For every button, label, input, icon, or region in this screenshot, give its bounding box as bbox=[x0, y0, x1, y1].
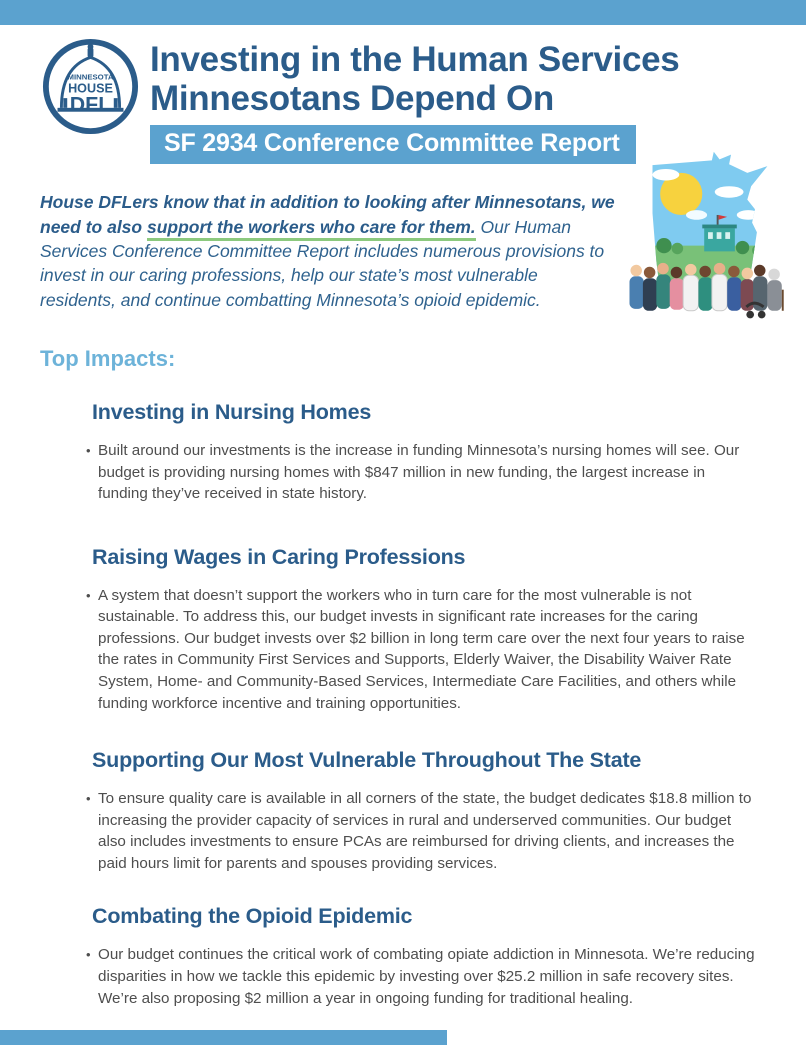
intro-rest: Our Human Services Conference Committee Report includes numerous provisions to invest in our caring professions, help our state’s most vulnerable residents, and continue combatting Minnesota’s opioid epidemic. bbox=[40, 216, 605, 310]
section-heading: Investing in Nursing Homes bbox=[92, 399, 372, 424]
section-heading: Supporting Our Most Vulnerable Throughout The State bbox=[92, 748, 642, 773]
intro-paragraph bbox=[40, 190, 615, 312]
minnesota-illustration bbox=[618, 146, 800, 328]
bullet-text: A system that doesn’t support the workers who in turn care for the most vulnerable is not sustainable. To address this, our budget invests in significant rate increases for the caring professions. Our budget invests over $2 billion in long term care over the next four years to raise the rates in Community First Services and Supports, Elderly Waiver, the Disability Waiver Rate System, Home- and Community-Based Services, Intermediate Care Facilities, and others while funding workforce incentive and training opportunities. bbox=[98, 586, 745, 712]
bullet-text: Built around our investments is the increase in funding Minnesota’s nursing homes will see. Our budget is providing nursing homes with $847 million in new funding, the largest increase in funding they’ve received in state history. bbox=[98, 441, 740, 503]
section-bullet bbox=[86, 440, 758, 505]
bullet-text: Our budget continues the critical work of combating opiate addiction in Minnesota. We’re reducing disparities in how we tackle this epidemic by investing over $25.2 million in safe recovery sites. We’re also proposing $2 million a year in ongoing funding for traditional healing. bbox=[98, 946, 755, 1007]
section-bullet bbox=[86, 585, 758, 714]
logo-text-dfl: DFL bbox=[69, 92, 112, 117]
section-supporting-vulnerable bbox=[86, 748, 758, 874]
page-title-line1: Investing in the Human Services bbox=[150, 40, 680, 79]
section-heading: Combating the Opioid Epidemic bbox=[92, 904, 413, 929]
bullet-marker: • bbox=[86, 442, 91, 458]
section-bullet bbox=[86, 788, 758, 874]
mn-house-dfl-logo-icon bbox=[42, 38, 139, 135]
bullet-marker: • bbox=[86, 587, 91, 603]
section-raising-wages bbox=[86, 544, 758, 714]
intro-underlined-phrase: support the workers who care for them. bbox=[147, 217, 476, 241]
hospital-building bbox=[704, 228, 735, 251]
section-nursing-homes bbox=[86, 399, 758, 505]
bullet-marker: • bbox=[86, 791, 91, 807]
section-bullet bbox=[86, 944, 758, 1009]
bullet-marker: • bbox=[86, 947, 91, 963]
page-title-line2: Minnesotans Depend On bbox=[150, 79, 555, 119]
section-heading: Raising Wages in Caring Professions bbox=[92, 544, 466, 569]
top-impacts-heading: Top Impacts: bbox=[40, 345, 176, 371]
logo-text-minnesota: MINNESOTA bbox=[67, 72, 114, 82]
header bbox=[0, 0, 806, 164]
bottom-accent-bar bbox=[0, 1030, 447, 1045]
section-opioid-epidemic bbox=[86, 904, 758, 1009]
page-title bbox=[150, 40, 806, 118]
bullet-text: To ensure quality care is available in all corners of the state, the budget dedicates $18.8 million to increasing the provider capacity of services in rural and underserved communities. Our budget also includes investments to ensure PCAs are reimbursed for driving clients, and increases the paid hours limit for parents and spouses providing services. bbox=[98, 790, 752, 872]
report-banner: SF 2934 Conference Committee Report bbox=[150, 125, 636, 164]
intro-bold-lead: House DFLers know that in addition to looking after Minnesotans, we need to also bbox=[40, 192, 615, 237]
care-workers-group bbox=[629, 263, 783, 319]
logo-text-house: HOUSE bbox=[68, 81, 113, 96]
